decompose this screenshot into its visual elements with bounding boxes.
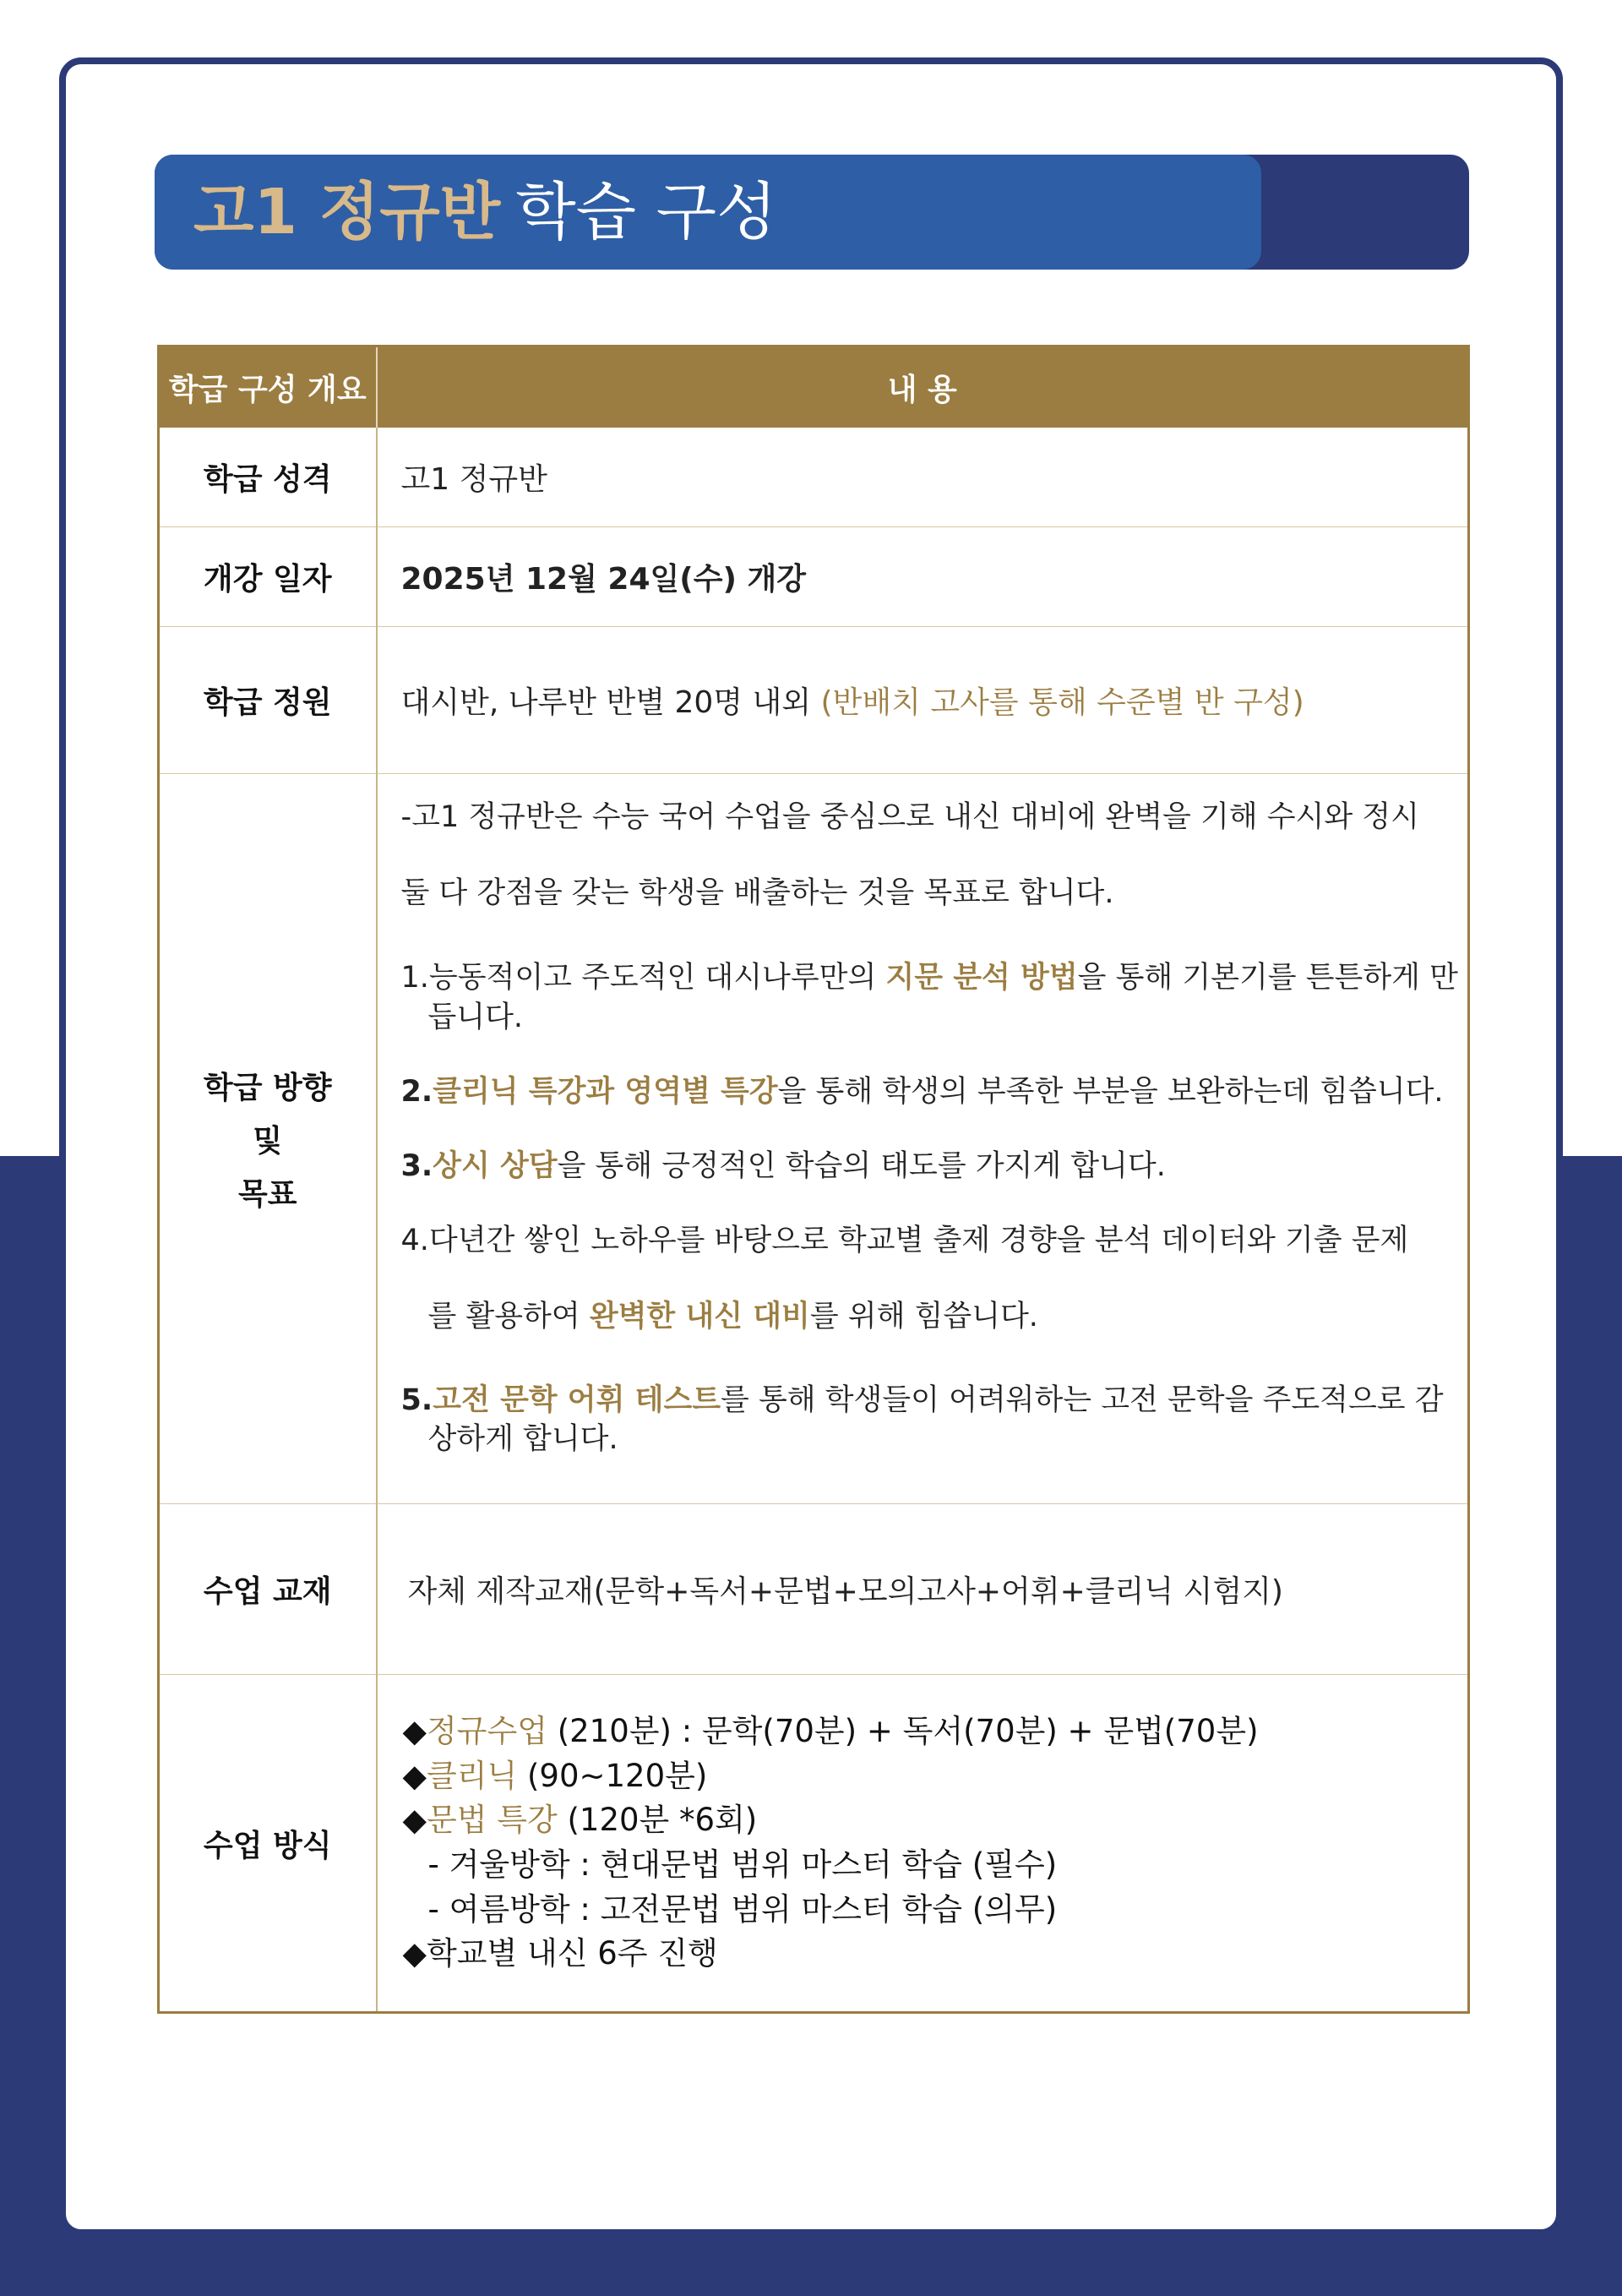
table-row (159, 428, 1469, 527)
capacity-text: 대시반, 나루반 반별 20명 내외 (400, 685, 821, 720)
method-regular-label: 정규수업 (426, 1713, 547, 1750)
capacity-note: (반배치 고사를 통해 수준별 반 구성) (820, 685, 1304, 720)
row-value-direction (377, 774, 1469, 1504)
row-value-textbook: 자체 제작교재(문학+독서+문법+모의고사+어휘+클리닉 시험지) (377, 1504, 1469, 1675)
title-banner (155, 155, 1469, 270)
item3-num: 3. (400, 1148, 433, 1183)
item3-post: 을 통해 긍정적인 학습의 태도를 가지게 합니다. (557, 1148, 1166, 1183)
header-content: 내 용 (377, 346, 1469, 428)
direction-label-line3: 목표 (237, 1177, 297, 1212)
item2-num: 2. (400, 1074, 433, 1109)
method-school-detail: 학교별 내신 6주 진행 (426, 1935, 718, 1972)
diamond-bullet-icon: ◆ (402, 1757, 427, 1794)
direction-item-3 (401, 1147, 1463, 1186)
direction-item-5 (401, 1381, 1463, 1459)
item1-post: 을 통해 기본기를 튼튼하게 만듭니다. (427, 961, 1458, 1034)
table-row (159, 774, 1469, 1504)
title-banner-inner (155, 155, 1261, 270)
row-label-opening: 개강 일자 (159, 527, 377, 627)
table-row (159, 1675, 1469, 2013)
table-header-row (159, 346, 1469, 428)
row-value-capacity (377, 627, 1469, 774)
direction-intro-line1: -고1 정규반은 수능 국어 수업을 중심으로 내신 대비에 완벽을 기해 수시와 정시 (400, 800, 1419, 834)
item1-pre: 1.능동적이고 주도적인 대시나루만의 (400, 961, 886, 995)
table-row (159, 1504, 1469, 1675)
row-label-capacity: 학급 정원 (159, 627, 377, 774)
method-regular-detail: (210분) : 문학(70분) + 독서(70분) + 문법(70분) (547, 1713, 1259, 1750)
method-clinic-label: 클리닉 (426, 1757, 518, 1794)
row-value-nature: 고1 정규반 (377, 428, 1469, 527)
method-grammar-label: 문법 특강 (426, 1802, 558, 1839)
diamond-bullet-icon: ◆ (402, 1713, 427, 1750)
item2-post: 을 통해 학생의 부족한 부분을 보완하는데 힘씁니다. (777, 1074, 1444, 1109)
item5-num: 5. (400, 1383, 433, 1417)
row-label-textbook: 수업 교재 (159, 1504, 377, 1675)
direction-item-1 (401, 958, 1463, 1036)
item2-highlight: 클리닉 특강과 영역별 특강 (433, 1074, 778, 1109)
method-line-grammar (403, 1798, 1467, 1843)
item4-post: 를 위해 힘씁니다. (809, 1300, 1038, 1334)
row-label-nature: 학급 성격 (159, 428, 377, 527)
direction-intro-line2: 둘 다 강점을 갖는 학생을 배출하는 것을 목표로 합니다. (400, 876, 1114, 911)
method-grammar-detail: (120분 *6회) (557, 1802, 758, 1839)
method-line-regular (403, 1710, 1467, 1754)
direction-item-4-line1: 4.다년간 쌓인 노하우를 바탕으로 학교별 출제 경향을 분석 데이터와 기출 문제 (400, 1224, 1409, 1258)
method-line-winter: - 겨울방학 : 현대문법 범위 마스터 학습 (필수) (427, 1846, 1058, 1883)
row-label-direction (159, 774, 377, 1504)
header-overview: 학급 구성 개요 (159, 346, 377, 428)
table-row (159, 627, 1469, 774)
direction-label-line2: 및 (253, 1124, 283, 1159)
method-line-clinic (403, 1754, 1467, 1799)
row-value-opening: 2025년 12월 24일(수) 개강 (377, 527, 1469, 627)
method-line-school (403, 1932, 1467, 1977)
item4-highlight: 완벽한 내신 대비 (589, 1300, 810, 1334)
direction-item-4-line2 (401, 1297, 1463, 1336)
item5-post: 를 통해 학생들이 어려워하는 고전 문학을 주도적으로 감상하게 합니다. (427, 1383, 1444, 1456)
item3-highlight: 상시 상담 (433, 1148, 558, 1183)
row-value-method (377, 1675, 1469, 2013)
item5-highlight: 고전 문학 어휘 테스트 (433, 1383, 721, 1417)
class-info-table (157, 345, 1470, 2014)
direction-item-2 (401, 1072, 1463, 1111)
title-rest: 학습 구성 (515, 176, 777, 248)
method-clinic-detail: (90~120분) (517, 1757, 708, 1794)
title-highlight: 고1 정규반 (193, 176, 501, 248)
item1-highlight: 지문 분석 방법 (885, 961, 1078, 995)
row-label-method: 수업 방식 (159, 1675, 377, 2013)
item4-pre: 를 활용하여 (427, 1300, 590, 1334)
table-row (159, 527, 1469, 627)
diamond-bullet-icon: ◆ (402, 1935, 427, 1972)
method-line-summer: - 여름방학 : 고전문법 범위 마스터 학습 (의무) (427, 1890, 1058, 1928)
diamond-bullet-icon: ◆ (402, 1802, 427, 1839)
direction-label-line1: 학급 방향 (203, 1071, 332, 1105)
